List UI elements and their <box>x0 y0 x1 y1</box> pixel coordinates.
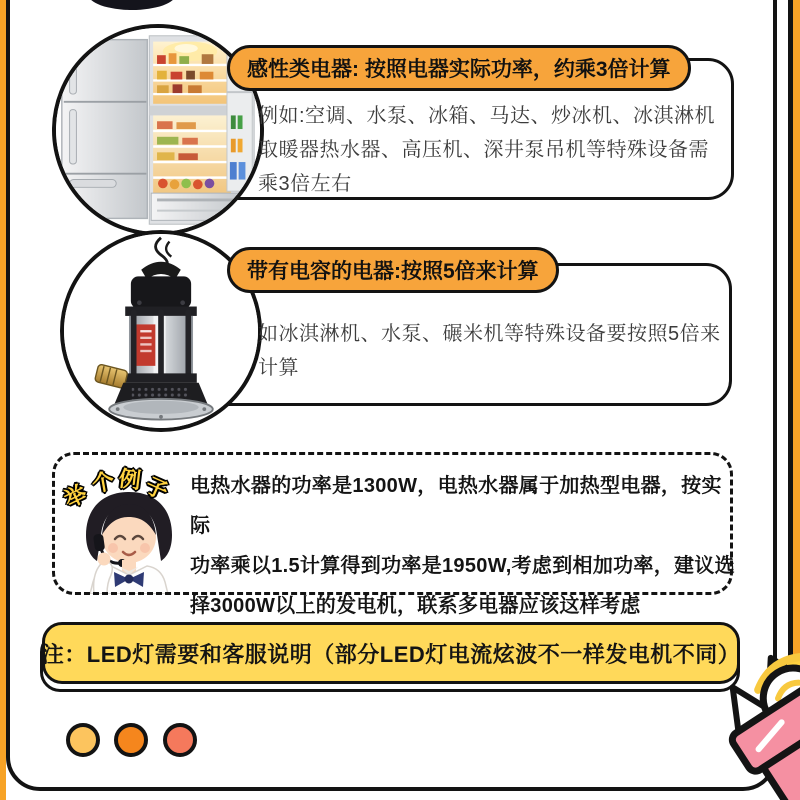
section-inductive-header <box>227 45 691 91</box>
example-line: 择3000W以上的发电机，联系多电器应该这样考虑 <box>190 595 641 617</box>
body-line: 如冰淇淋机、水泵、碾米机等特殊设备要按照5倍来 <box>258 323 721 345</box>
left-orange-edge <box>0 0 6 800</box>
pager-dot-1 <box>66 723 100 757</box>
body-line: 计算 <box>258 357 299 379</box>
body-line: 取暖器热水器、高压机、深井泵吊机等特殊设备需 <box>258 139 709 161</box>
section-capacitor-body <box>258 317 721 385</box>
gift-box-illustration <box>705 642 800 800</box>
section-capacitor-header-label: 带有电容的电器:按照5倍来计算 <box>247 260 539 283</box>
section-capacitor-header <box>227 247 559 293</box>
example-badge-char: 例 <box>117 465 143 494</box>
pager-dot-2 <box>114 723 148 757</box>
note-bar <box>42 622 740 684</box>
body-line: 例如:空调、水泵、冰箱、马达、炒冰机、冰淇淋机 <box>258 105 716 127</box>
note-text: 注：LED灯需要和客服说明（部分LED灯电流炫波不一样发电机不同） <box>41 641 741 667</box>
example-badge-char: 子 <box>141 472 172 505</box>
section-inductive-header-label: 感性类电器: 按照电器实际功率，约乘3倍计算 <box>247 58 671 81</box>
section-inductive-body <box>258 99 715 201</box>
body-line: 乘3倍左右 <box>258 173 352 195</box>
example-line: 功率乘以1.5计算得到功率是1950W,考虑到相加功率，建议选 <box>190 555 735 577</box>
example-badge-char: 个 <box>90 468 117 497</box>
example-line: 电热水器的功率是1300W，电热水器属于加热型电器，按实际 <box>190 475 722 537</box>
pager-dot-3 <box>163 723 197 757</box>
example-badge-char: 举 <box>60 480 91 513</box>
